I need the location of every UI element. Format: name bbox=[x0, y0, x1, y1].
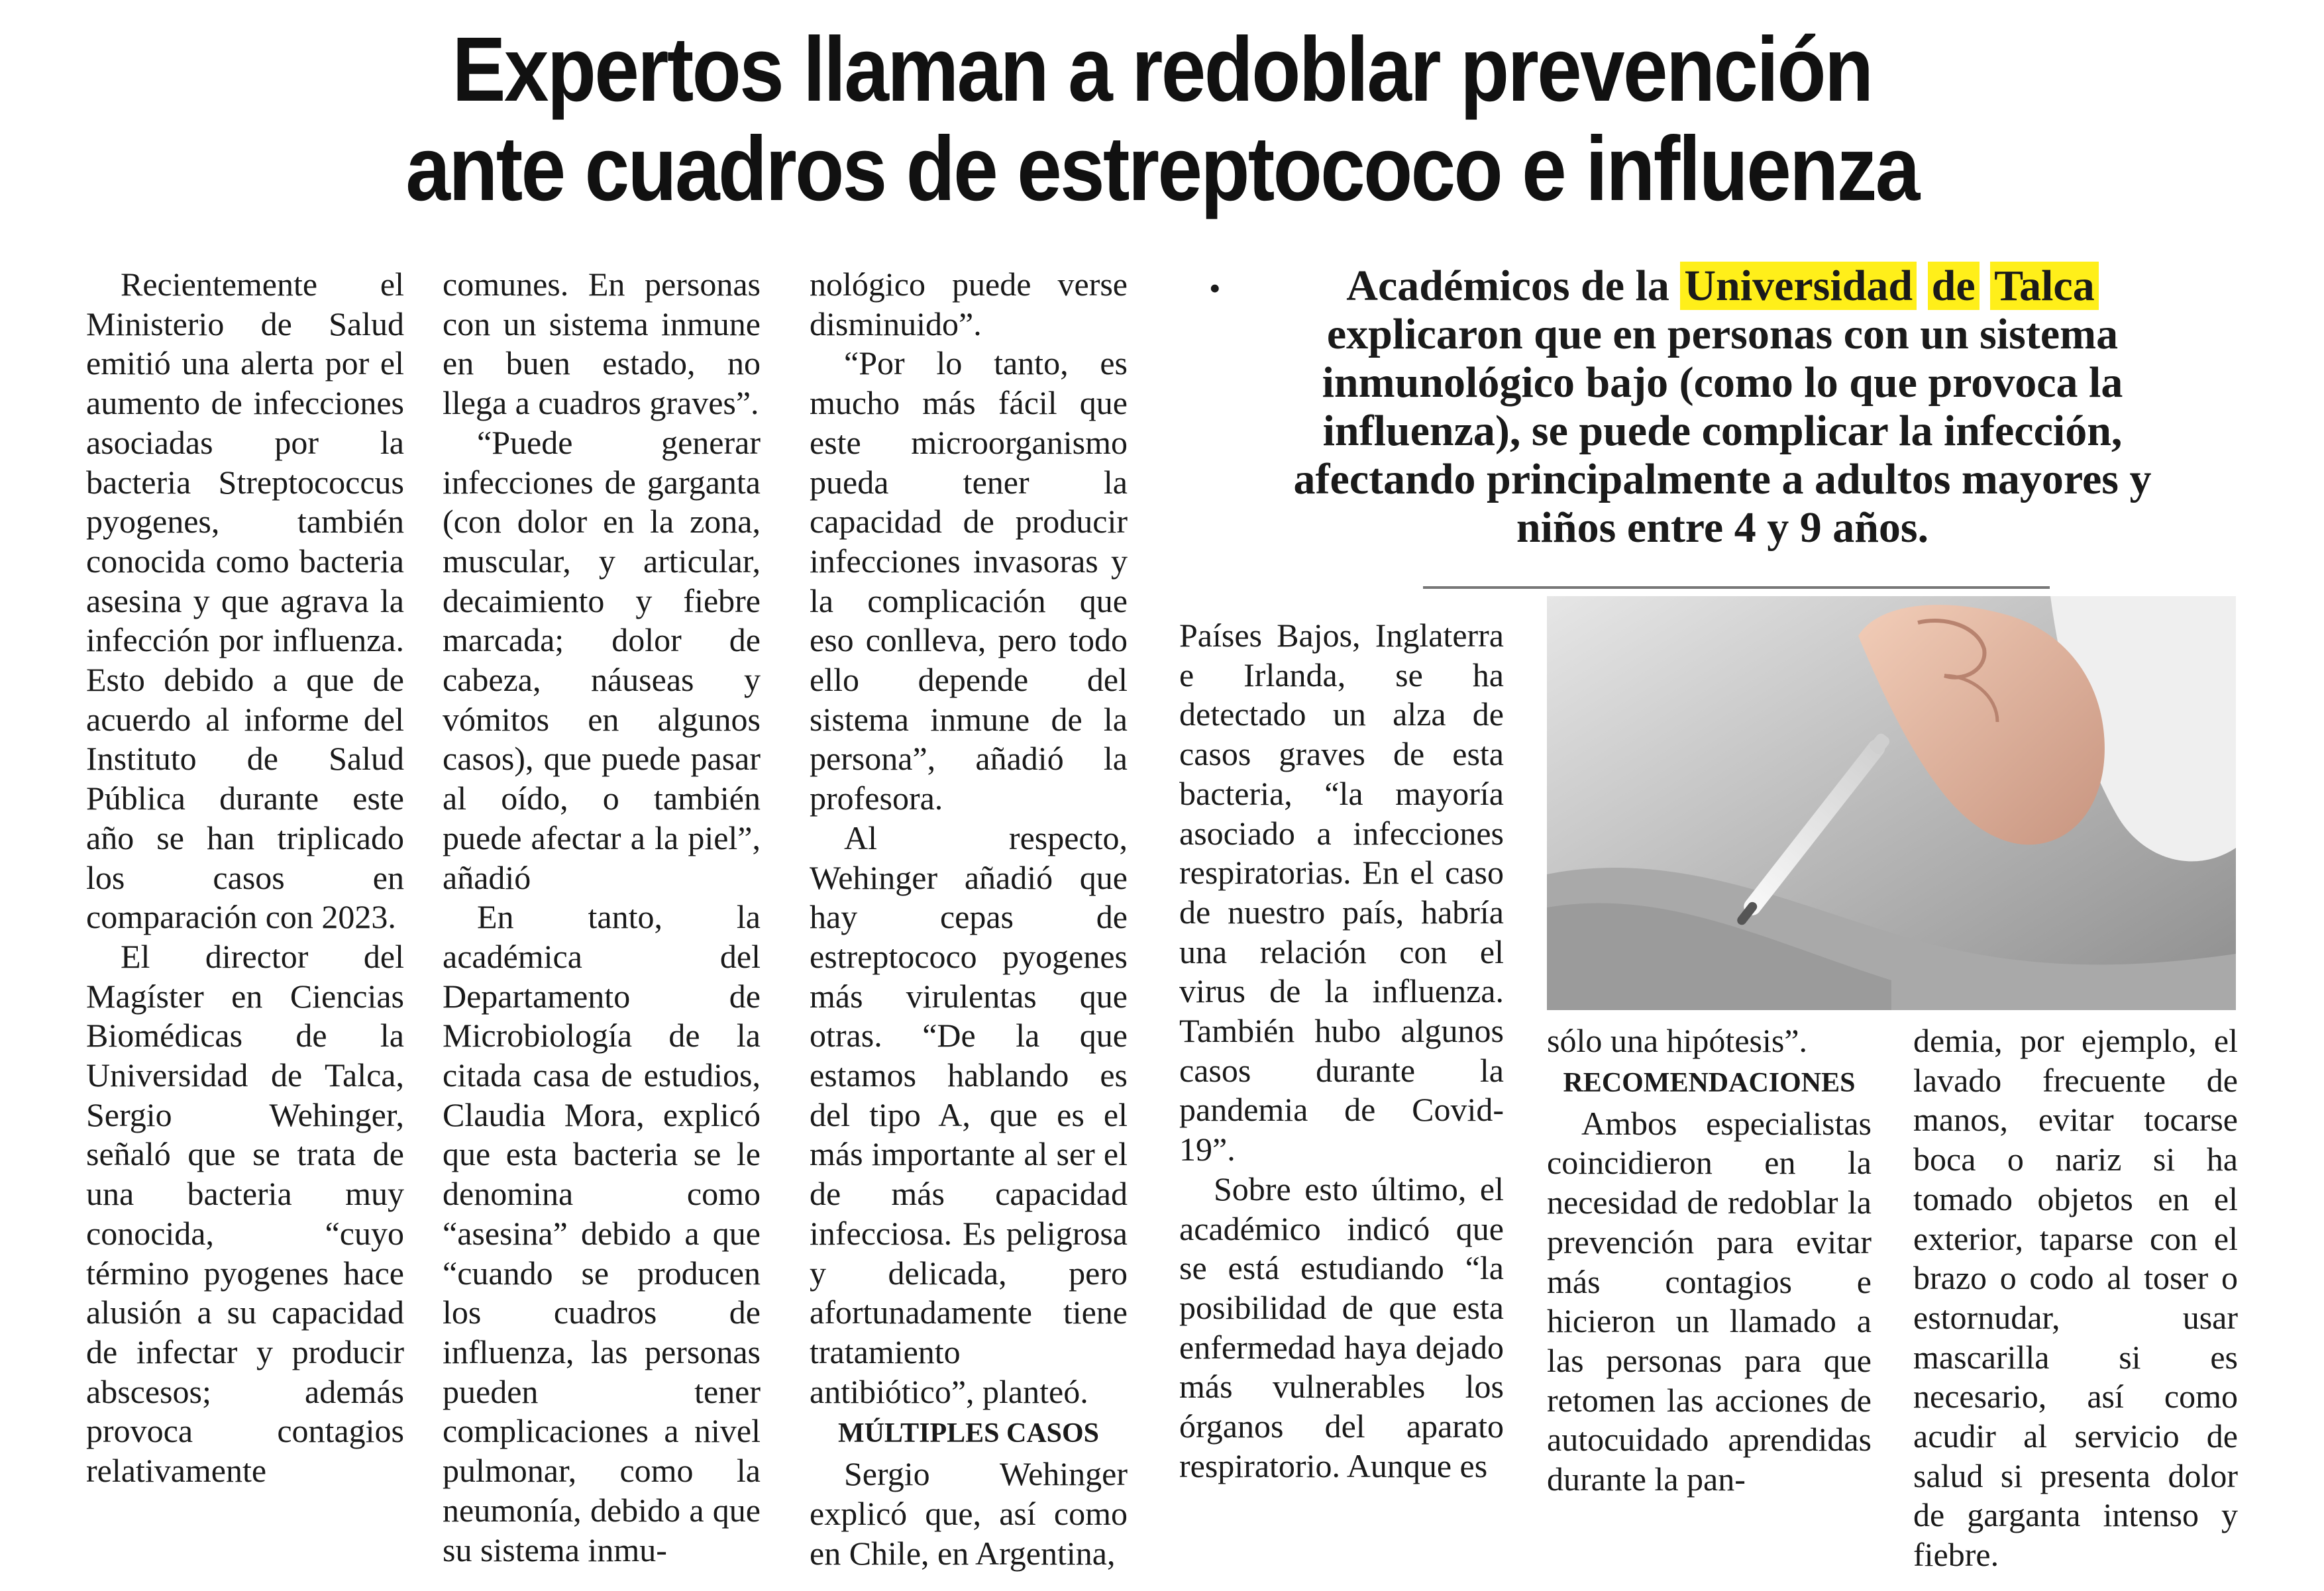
paragraph: Al respecto, Wehinger añadió que hay cepas de estreptococo pyogenes más virulentas que otras. “De la que estamos hablando es del tipo A, que es el más importante al ser el de más capacidad infecciosa. Es peligrosa y delicada, pero afortunadamente tiene tratamiento antibiótico”, planteó. bbox=[810, 819, 1128, 1410]
deck-text-post: explicaron que en personas con un sistema inmunológico bajo (como lo que provoca la influenza), se puede complicar la infección, afectando principalmente a adultos mayores y niños entre 4 y 9 años. bbox=[1293, 310, 2152, 552]
subhead-multiples-casos: MÚLTIPLES CASOS bbox=[837, 1418, 1100, 1449]
paragraph: Recientemente el Ministerio de Salud emitió una alerta por el aumento de infecciones asociadas por la bacteria Streptococcus pyogenes, también conocida como bacteria asesina y que agrava la infección por influenza. Esto debido a que de acuerdo al informe del Instituto de Salud Pública durante este año se han triplicado los casos en comparación con 2023. bbox=[86, 266, 404, 936]
deck-summary bbox=[1259, 262, 2186, 552]
deck-text-pre: Académicos de la bbox=[1346, 262, 1681, 310]
column-2 bbox=[443, 265, 761, 1570]
paragraph: “Por lo tanto, es mucho más fácil que este microorganismo pueda tener la capacidad de producir infecciones invasoras y la complicación que eso conlleva, pero todo ello depende del sistema inmune de la persona”, añadió la profesora. bbox=[810, 344, 1128, 817]
column-4 bbox=[1179, 616, 1504, 1486]
paragraph: Países Bajos, Inglaterra e Irlanda, se ha detectado un alza de casos graves de esta bacteria, “la mayoría asociado a infecciones respiratorias. En el caso de nuestro país, habría una relación con el virus de la influenza. También hubo algunos casos durante la pandemia de Covid-19”. bbox=[1179, 617, 1504, 1168]
paragraph: comunes. En personas con un sistema inmune en buen estado, no llega a cuadros graves”. bbox=[443, 266, 761, 422]
paragraph: En tanto, la académica del Departamento de Microbiología de la citada casa de estudios, Claudia Mora, explicó que esta bacteria se le denomina como “asesina” debido a que “cuando se producen los cuadros de influenza, las personas pueden tener complicaciones a nivel pulmonar, como la neumonía, debido a que su sistema inmu- bbox=[443, 898, 761, 1568]
subhead-recomendaciones: RECOMENDACIONES bbox=[1563, 1067, 1856, 1098]
paragraph: demia, por ejemplo, el lavado frecuente de manos, evitar tocarse boca o nariz si ha tomado objetos en el exterior, taparse con el brazo o codo al toser o estornudar, usar mascarilla si es necesario, así como acudir al servicio de salud si presenta dolor de garganta intenso y fiebre. bbox=[1913, 1022, 2238, 1574]
column-5 bbox=[1547, 1021, 1872, 1500]
headline bbox=[139, 20, 2184, 219]
photo-illustration bbox=[1547, 596, 2236, 1010]
headline-line-2: ante cuadros de estreptococo e influenza bbox=[405, 118, 1919, 220]
paragraph: sólo una hipótesis”. bbox=[1547, 1022, 1808, 1059]
thermometer-photo bbox=[1547, 596, 2236, 1010]
highlight-de: de bbox=[1928, 262, 1980, 310]
paragraph: Ambos especialistas coincidieron en la necesidad de redoblar la prevención para evitar más contagios e hicieron un llamado a las personas para que retomen las acciones de autocuidado aprendidas durante la pan- bbox=[1547, 1104, 1872, 1498]
highlight-talca: Talca bbox=[1990, 262, 2099, 310]
paragraph: Sergio Wehinger explicó que, así como en Chile, en Argentina, bbox=[810, 1455, 1128, 1572]
paragraph: El director del Magíster en Ciencias Biomédicas de la Universidad de Talca, Sergio Wehinger, señaló que se trata de una bacteria muy conocida, “cuyo término pyogenes hace alusión a su capacidad de infectar y producir abscesos; además provoca contagios relativamente bbox=[86, 937, 404, 1490]
paragraph: “Puede generar infecciones de garganta (con dolor en la zona, muscular, y articular, decaimiento y fiebre marcada; dolor de cabeza, náuseas y vómitos en algunos casos), que puede pasar al oído, o también puede afectar a la piel”, añadió bbox=[443, 423, 761, 896]
paragraph: Sobre esto último, el académico indicó que se está estudiando “la posibilidad de que esta enfermedad haya dejado más vulnerables los órganos del aparato respiratorio. Aunque es bbox=[1179, 1170, 1504, 1484]
highlight-universidad: Universidad bbox=[1680, 262, 1917, 310]
column-3 bbox=[810, 265, 1128, 1574]
column-1 bbox=[86, 265, 404, 1491]
paragraph: nológico puede verse disminuido”. bbox=[810, 266, 1128, 342]
divider-rule bbox=[1423, 586, 2050, 589]
headline-line-1: Expertos llaman a redoblar prevención bbox=[452, 19, 1872, 121]
deck-bullet: • bbox=[1209, 270, 1221, 307]
column-6 bbox=[1913, 1021, 2238, 1575]
